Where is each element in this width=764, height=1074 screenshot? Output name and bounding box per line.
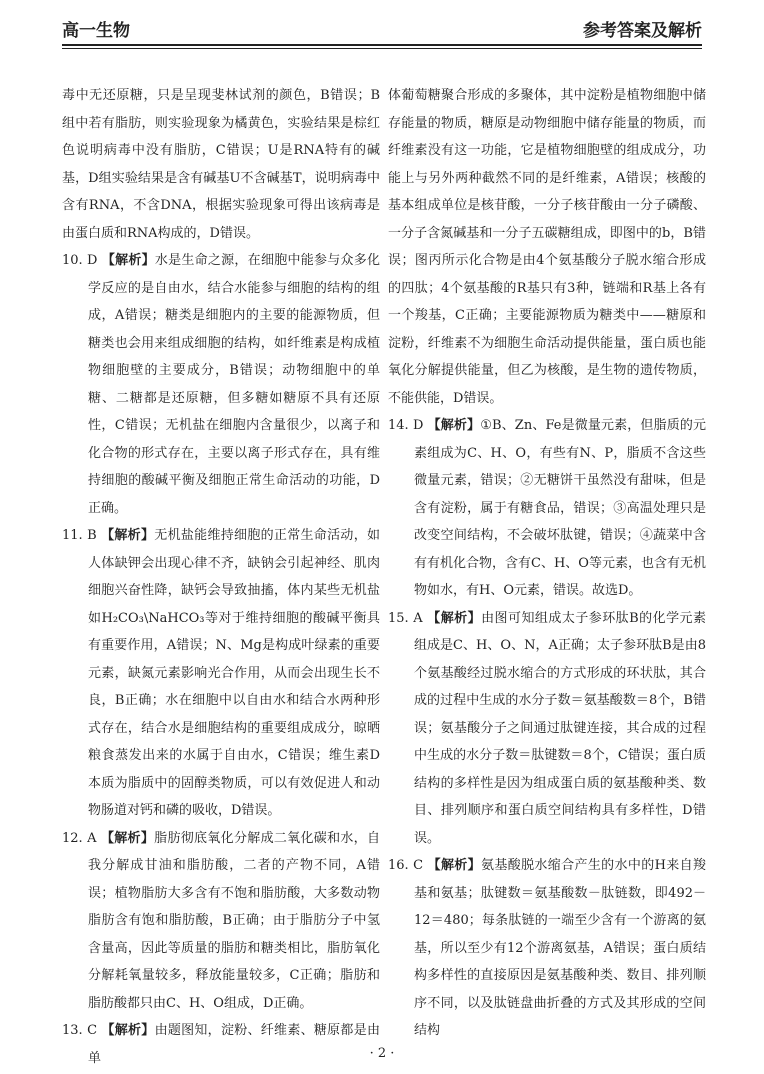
answer-item: 毒中无还原糖，只是呈现斐林试剂的颜色，B错误；B组中若有脂肪，则实验现象为橘黄色，实验结果是棕红色说明病毒中没有脂肪，C错误；U是RNA特有的碱基，D组实验结果是含有碱基U不含碱基T，说明病毒中含有RNA，不含DNA，根据实验现象可得出该病毒是由蛋白质和RNA构成的，D错误。 — [62, 88, 380, 241]
page-number: · 2 · — [369, 1046, 395, 1061]
subject-title: 高一生物 — [62, 21, 130, 41]
answer-item: 15. A 【解析】由图可知组成太子参环肽B的化学元素组成是C、H、O、N，A正确；太子参环肽B是由8个氨基酸经过脱水缩合的方式形成的环状肽，其合成的过程中生成的水分子数＝氨基酸数＝8个，B错误；氨基酸分子之间通过肽键连接，其合成的过程中生成的水分子数＝肽键数＝8个，C错误；蛋白质结构的多样性是因为组成蛋白质的氨基酸种类、数目、排列顺序和蛋白质空间结构具有多样性，D错误。 — [388, 610, 706, 846]
left-column — [62, 82, 380, 1066]
answer-item: 12. A 【解析】脂肪彻底氧化分解成二氧化碳和水，自我分解成甘油和脂肪酸，二者的产物不同，A错误；植物脂肪大多含有不饱和脂肪酸，大多数动物脂肪含有饱和脂肪酸，B正确；由于脂肪分子中氢含量高，因此等质量的脂肪和糖类相比，脂肪氧化分解耗氧量较多，释放能量较多，C正确；脂肪和脂肪酸都只由C、H、O组成，D正确。 — [62, 830, 380, 1011]
page-header — [62, 14, 702, 44]
answer-item: 16. C 【解析】氨基酸脱水缩合产生的水中的H来自羧基和氨基；肽键数＝氨基酸数－肽链数，即492－12＝480；每条肽链的一端至少含有一个游离的氨基，所以至少有12个游离氨基，A错误；蛋白质结构多样性的直接原因是氨基酸种类、数目、排列顺序不同，以及肽链盘曲折叠的方式及其形成的空间结构 — [388, 858, 706, 1038]
answer-item: 11. B 【解析】无机盐能维持细胞的正常生命活动，如人体缺钾会出现心律不齐，缺钠会引起神经、肌肉细胞兴奋性降，缺钙会导致抽搐，体内某些无机盐如H₂CO₃\NaHCO₃等对于维持细胞的酸碱平衡具有重要作用，A错误；N、Mg是构成叶绿素的重要元素，缺氮元素影响光合作用，从而会出现生长不良，B正确；水在细胞中以自由水和结合水两种形式存在，结合水是细胞结构的重要组成成分，晾晒粮食蒸发出来的水属于自由水，C错误；维生素D本质为脂质中的固醇类物质，可以有效促进人和动物肠道对钙和磷的吸收，D错误。 — [62, 528, 380, 818]
answer-item: 体葡萄糖聚合形成的多聚体，其中淀粉是植物细胞中储存能量的物质，糖原是动物细胞中储存能量的物质，而纤维素没有这一功能，它是植物细胞壁的组成成分，功能上与另外两种截然不同的是纤维素，A错误；核酸的基本组成单位是核苷酸，一分子核苷酸由一分子磷酸、一分子含氮碱基和一分子五碳糖组成，即图中的b，B错误；图丙所示化合物是由4个氨基酸分子脱水缩合形成的四肽；4个氨基酸的R基只有3种，链端和R基上各有一个羧基，C正确；主要能源物质为糖类中——糖原和淀粉，纤维素不为细胞生命活动提供能量，蛋白质也能氧化分解提供能量，但乙为核酸，是生物的遗传物质，不能供能，D错误。 — [388, 88, 706, 406]
answer-item: 13. C 【解析】由题图知，淀粉、纤维素、糖原都是由单 — [62, 1023, 380, 1066]
right-column — [388, 82, 706, 1042]
answer-item: 14. D 【解析】①B、Zn、Fe是微量元素，但脂质的元素组成为C、H、O，有些有N、P，脂质不含这些微量元素，错误；②无糖饼干虽然没有甜味，但是含有淀粉，属于有糖食品，错误；③高温处理只是改变空间结构，不会破坏肽键，错误；④蔬菜中含有有机化合物，含有C、H、O等元素，也含有无机物如水，有H、O元素，错误。故选D。 — [388, 418, 706, 598]
section-title: 参考答案及解析 — [583, 21, 702, 41]
header-rule-thick — [62, 44, 702, 46]
header-rule-thin — [62, 48, 702, 49]
answer-item: 10. D 【解析】水是生命之源，在细胞中能参与众多化学反应的是自由水，结合水能参与细胞的结构的组成，A错误；糖类是细胞内的主要的能源物质，但糖类也会用来组成细胞的结构，如纤维素是构成植物细胞壁的主要成分，B错误；动物细胞中的单糖、二糖都是还原糖，但多糖如糖原不具有还原性，C错误；无机盐在细胞内含量很少，以离子和化合物的形式存在，主要以离子形式存在，具有维持细胞的酸碱平衡及细胞正常生命活动的功能，D正确。 — [62, 253, 380, 516]
